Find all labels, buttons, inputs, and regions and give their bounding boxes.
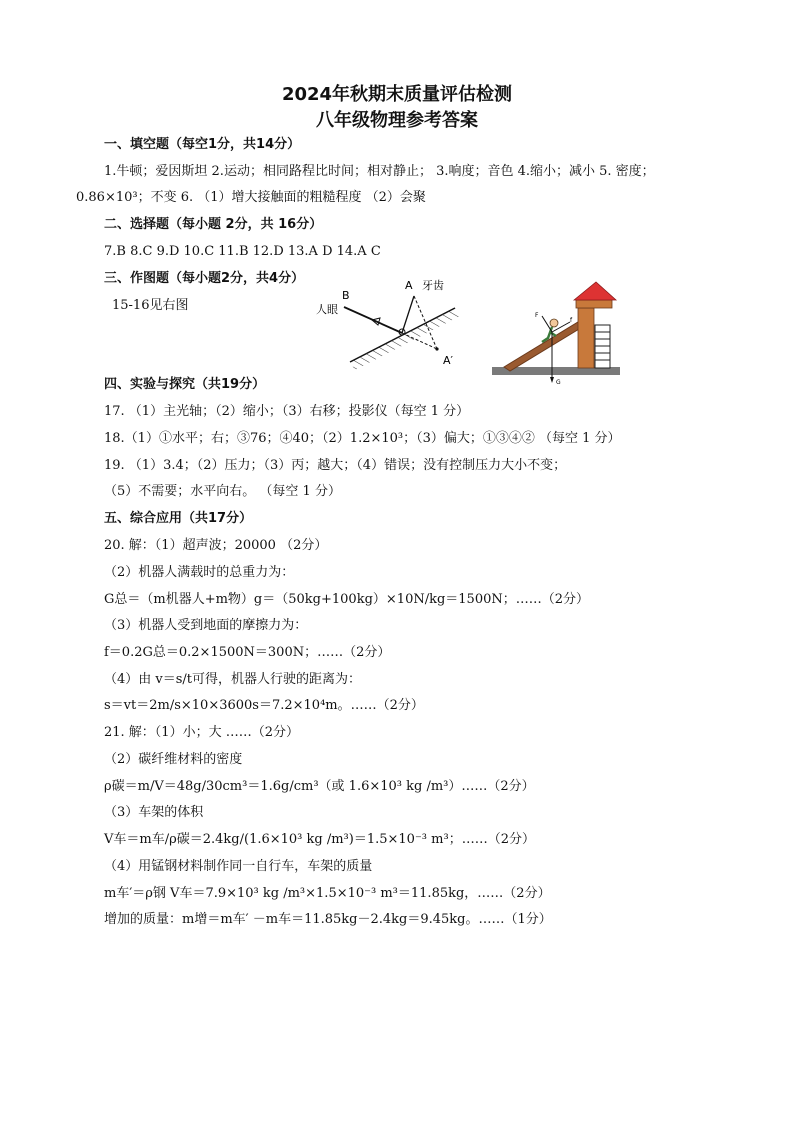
answer-line: 17. （1）主光轴；（2）缩小；（3）右移；投影仪（每空 1 分） <box>104 404 470 419</box>
answer-line: 增加的质量：m增＝m车′ －m车＝11.85kg－2.4kg＝9.45kg。……（1分） <box>104 912 552 927</box>
label-friction: f <box>570 317 573 324</box>
answer-line: 1.牛顿；爱因斯坦 2.运动；相同路程比时间；相对静止； 3.响度；音色 4.缩小；减小 5. 密度； <box>104 164 655 179</box>
label-eye: 人眼 <box>316 303 338 316</box>
tower-body <box>578 308 594 368</box>
answer-line: 21. 解：（1）小；大 ……（2分） <box>104 725 299 740</box>
answer-line: （3）车架的体积 <box>104 805 204 820</box>
answer-line: G总＝（m机器人+m物）g＝（50kg+100kg）×10N/kg＝1500N；……（2分） <box>104 592 590 607</box>
tower-platform <box>576 300 612 308</box>
answer-line: （5）不需要；水平向右。 （每空 1 分） <box>104 484 341 499</box>
label-a: A <box>405 279 413 292</box>
answer-line: （4）用锰钢材料制作同一自行车，车架的质量 <box>104 859 373 874</box>
label-g: G <box>556 379 561 386</box>
answer-line: 18.（1）①水平；右；③76；④40；（2）1.2×10³；（3）偏大；①③④② （每空 1 分） <box>104 431 621 446</box>
answer-line: f＝0.2G总＝0.2×1500N＝300N；……（2分） <box>104 645 391 660</box>
child-head <box>550 319 558 327</box>
section-drawing-heading: 三、作图题（每小题2分，共4分） <box>104 271 305 286</box>
answer-line: ρ碳＝m/V＝48g/30cm³＝1.6g/cm³（或 1.6×10³ kg /m³）……（2分） <box>104 779 535 794</box>
document-subtitle: 八年级物理参考答案 <box>316 110 478 131</box>
label-f: F <box>535 312 539 319</box>
answer-line: （2）碳纤维材料的密度 <box>104 752 243 767</box>
answer-line: 20. 解：（1）超声波；20000 （2分） <box>104 538 328 553</box>
incident-ray <box>402 296 414 333</box>
section-experiment-heading: 四、实验与探究（共19分） <box>104 377 266 392</box>
slide-ramp <box>504 322 584 371</box>
answer-line: V车＝m车/ρ碳＝2.4kg/(1.6×10³ kg /m³)＝1.5×10⁻³ m³；……（2分） <box>104 832 535 847</box>
label-a-prime: A′ <box>443 354 454 367</box>
answer-line: s＝vt＝2m/s×10×3600s＝7.2×10⁴m。……（2分） <box>104 698 424 713</box>
section-application-heading: 五、综合应用（共17分） <box>104 511 253 526</box>
section-fill-blank-heading: 一、填空题（每空1分，共14分） <box>104 137 301 152</box>
point-a-prime <box>435 347 438 350</box>
slide-force-figure <box>490 280 625 385</box>
answer-line: （3）机器人受到地面的摩擦力为： <box>104 618 308 633</box>
answer-line: （2）机器人满载时的总重力为： <box>104 565 295 580</box>
section-choice-heading: 二、选择题（每小题 2分，共 16分） <box>104 217 323 232</box>
tower-roof <box>574 282 616 300</box>
answer-line: m车′＝ρ钢 V车＝7.9×10³ kg /m³×1.5×10⁻³ m³＝11.85kg，……（2分） <box>104 886 551 901</box>
mirror-reflection-figure <box>310 280 470 370</box>
answer-line: 15-16见右图 <box>112 298 189 313</box>
document-title: 2024年秋期末质量评估检测 <box>281 84 513 105</box>
label-teeth: 牙齿 <box>422 279 444 292</box>
answer-line: 19. （1）3.4；（2）压力；（3）丙；越大；（4）错误；没有控制压力大小不变； <box>104 458 567 473</box>
answer-line: （4）由 v＝s/t可得，机器人行驶的距离为： <box>104 672 362 687</box>
answer-line: 0.86×10³；不变 6. （1）增大接触面的粗糙程度 （2）会聚 <box>76 190 426 205</box>
label-b: B <box>342 289 350 302</box>
answer-line: 7.B 8.C 9.D 10.C 11.B 12.D 13.A D 14.A C <box>104 244 381 259</box>
